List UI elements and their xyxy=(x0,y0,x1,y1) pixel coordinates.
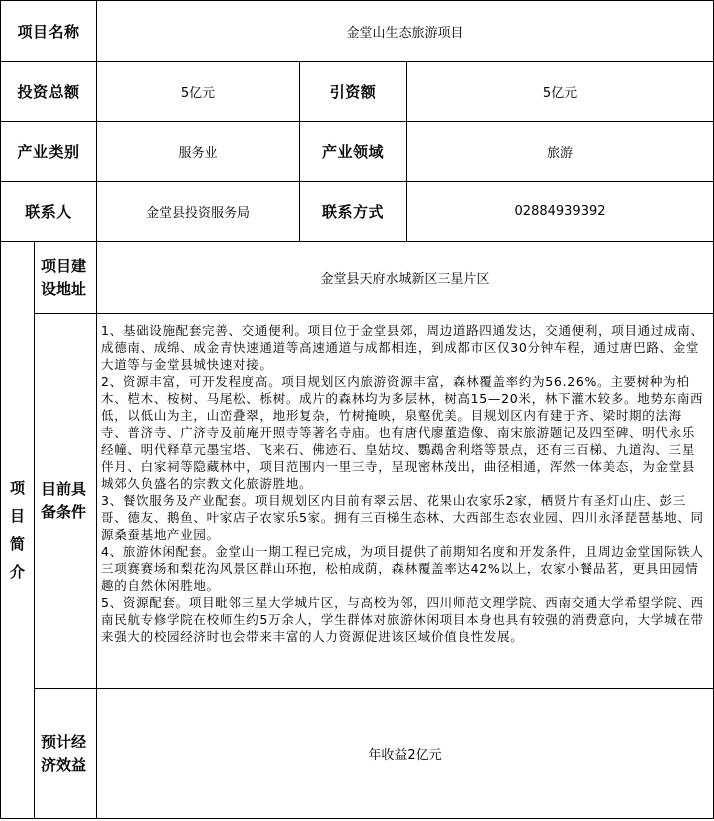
condition-paragraph: 1、基础设施配套完善、交通便利。项目位于金堂县郊，周边道路四通发达，交通便利，项目通过成南、成德南、成绵、成金青快速通道等高速通道与成都相连，到成都市区仅30分钟车程，通过唐巴路、金堂大道等与金堂县城快速对接。 xyxy=(101,323,704,372)
condition-paragraph: 2、资源丰富，可开发程度高。项目规划区内旅游资源丰富，森林覆盖率约为56.26%。主要树种为柏木、桤木、桉树、马尾松、栎树。成片的森林均为多层林，树高15—20米，林下灌木较多。地势东南西低，以低山为主，山峦叠翠，地形复杂，竹树掩映，泉壑优美。目规划区内有建于齐、梁时期的法海寺、普济寺、广济寺及前庵开照寺等著名寺庙。也有唐代廖董造像、南宋旅游题记及四至碑、明代永乐经幢、明代释草元墨宝塔、飞来石、佛迹石、皇姑坟、鸚鵡舍利塔等景点，还有三百梯、九道沟、三星伴月、白家祠等隐藏林中，项目范围内一里三寺，呈现密林茂出，曲径相通，浑然一体美态，为金堂县城郊久负盛名的宗教文化旅游胜地。 xyxy=(101,374,704,491)
row-contact xyxy=(1,182,714,242)
project-intro-char: 项 xyxy=(9,479,25,497)
contact-method-label: 联系方式 xyxy=(300,182,407,242)
attract-amount-value: 5亿元 xyxy=(407,62,714,122)
contact-person-value: 金堂县投资服务局 xyxy=(97,182,300,242)
industry-field-value: 旅游 xyxy=(407,122,714,182)
row-site xyxy=(1,242,714,314)
condition-paragraph: 5、资源配套。项目毗邻三星大学城片区，与高校为邻，四川师范文理学院、西南交通大学希望学院、西南民航专修学院在校师生约5万余人，学生群体对旅游休闲项目本身也具有较强的消费意向，大学城在带来强大的校园经济时也会带来丰富的人力资源促进该区域价值良性发展。 xyxy=(101,595,704,644)
industry-category-label: 产业类别 xyxy=(1,122,97,182)
row-project-name xyxy=(1,1,714,62)
current-conditions-label: 目前具备条件 xyxy=(35,314,97,689)
row-industry xyxy=(1,122,714,182)
project-name-value: 金堂山生态旅游项目 xyxy=(97,1,714,62)
site-address-label: 项目建设地址 xyxy=(35,242,97,314)
current-conditions-text xyxy=(97,314,714,689)
row-conditions xyxy=(1,314,714,689)
project-intro-label xyxy=(1,242,35,819)
investment-total-label: 投资总额 xyxy=(1,62,97,122)
expected-benefit-value: 年收益2亿元 xyxy=(97,689,714,819)
industry-field-label: 产业领域 xyxy=(300,122,407,182)
condition-paragraph: 4、旅游休闲配套。金堂山一期工程已完成，为项目提供了前期知名度和开发条件，且周边金堂国际铁人三项赛赛场和梨花沟风景区群山环抱，松柏成荫，森林覆盖率达42%以上，农家小餐品茗，更具田园情趣的自然休闲胜地。 xyxy=(101,544,704,593)
project-name-label: 项目名称 xyxy=(1,1,97,62)
project-intro-char: 简 xyxy=(9,535,25,553)
site-address-value: 金堂县天府水城新区三星片区 xyxy=(97,242,714,314)
expected-benefit-label: 预计经济效益 xyxy=(35,689,97,819)
contact-person-label: 联系人 xyxy=(1,182,97,242)
condition-paragraph: 3、餐饮服务及产业配套。项目规划区内目前有翠云居、花果山农家乐2家，栖贤片有圣灯山庄、彭三哥、德友、鹅鱼、叶家店子农家乐5家。拥有三百梯生态林、大西部生态农业园、四川永泽琵琶基地、同源桑蚕基地产业园。 xyxy=(101,493,704,542)
industry-category-value: 服务业 xyxy=(97,122,300,182)
contact-method-value: 02884939392 xyxy=(407,182,714,242)
row-investment xyxy=(1,62,714,122)
investment-total-value: 5亿元 xyxy=(97,62,300,122)
project-intro-char: 介 xyxy=(9,563,25,581)
row-benefit xyxy=(1,689,714,819)
attract-amount-label: 引资额 xyxy=(300,62,407,122)
project-intro-char: 目 xyxy=(9,507,25,525)
